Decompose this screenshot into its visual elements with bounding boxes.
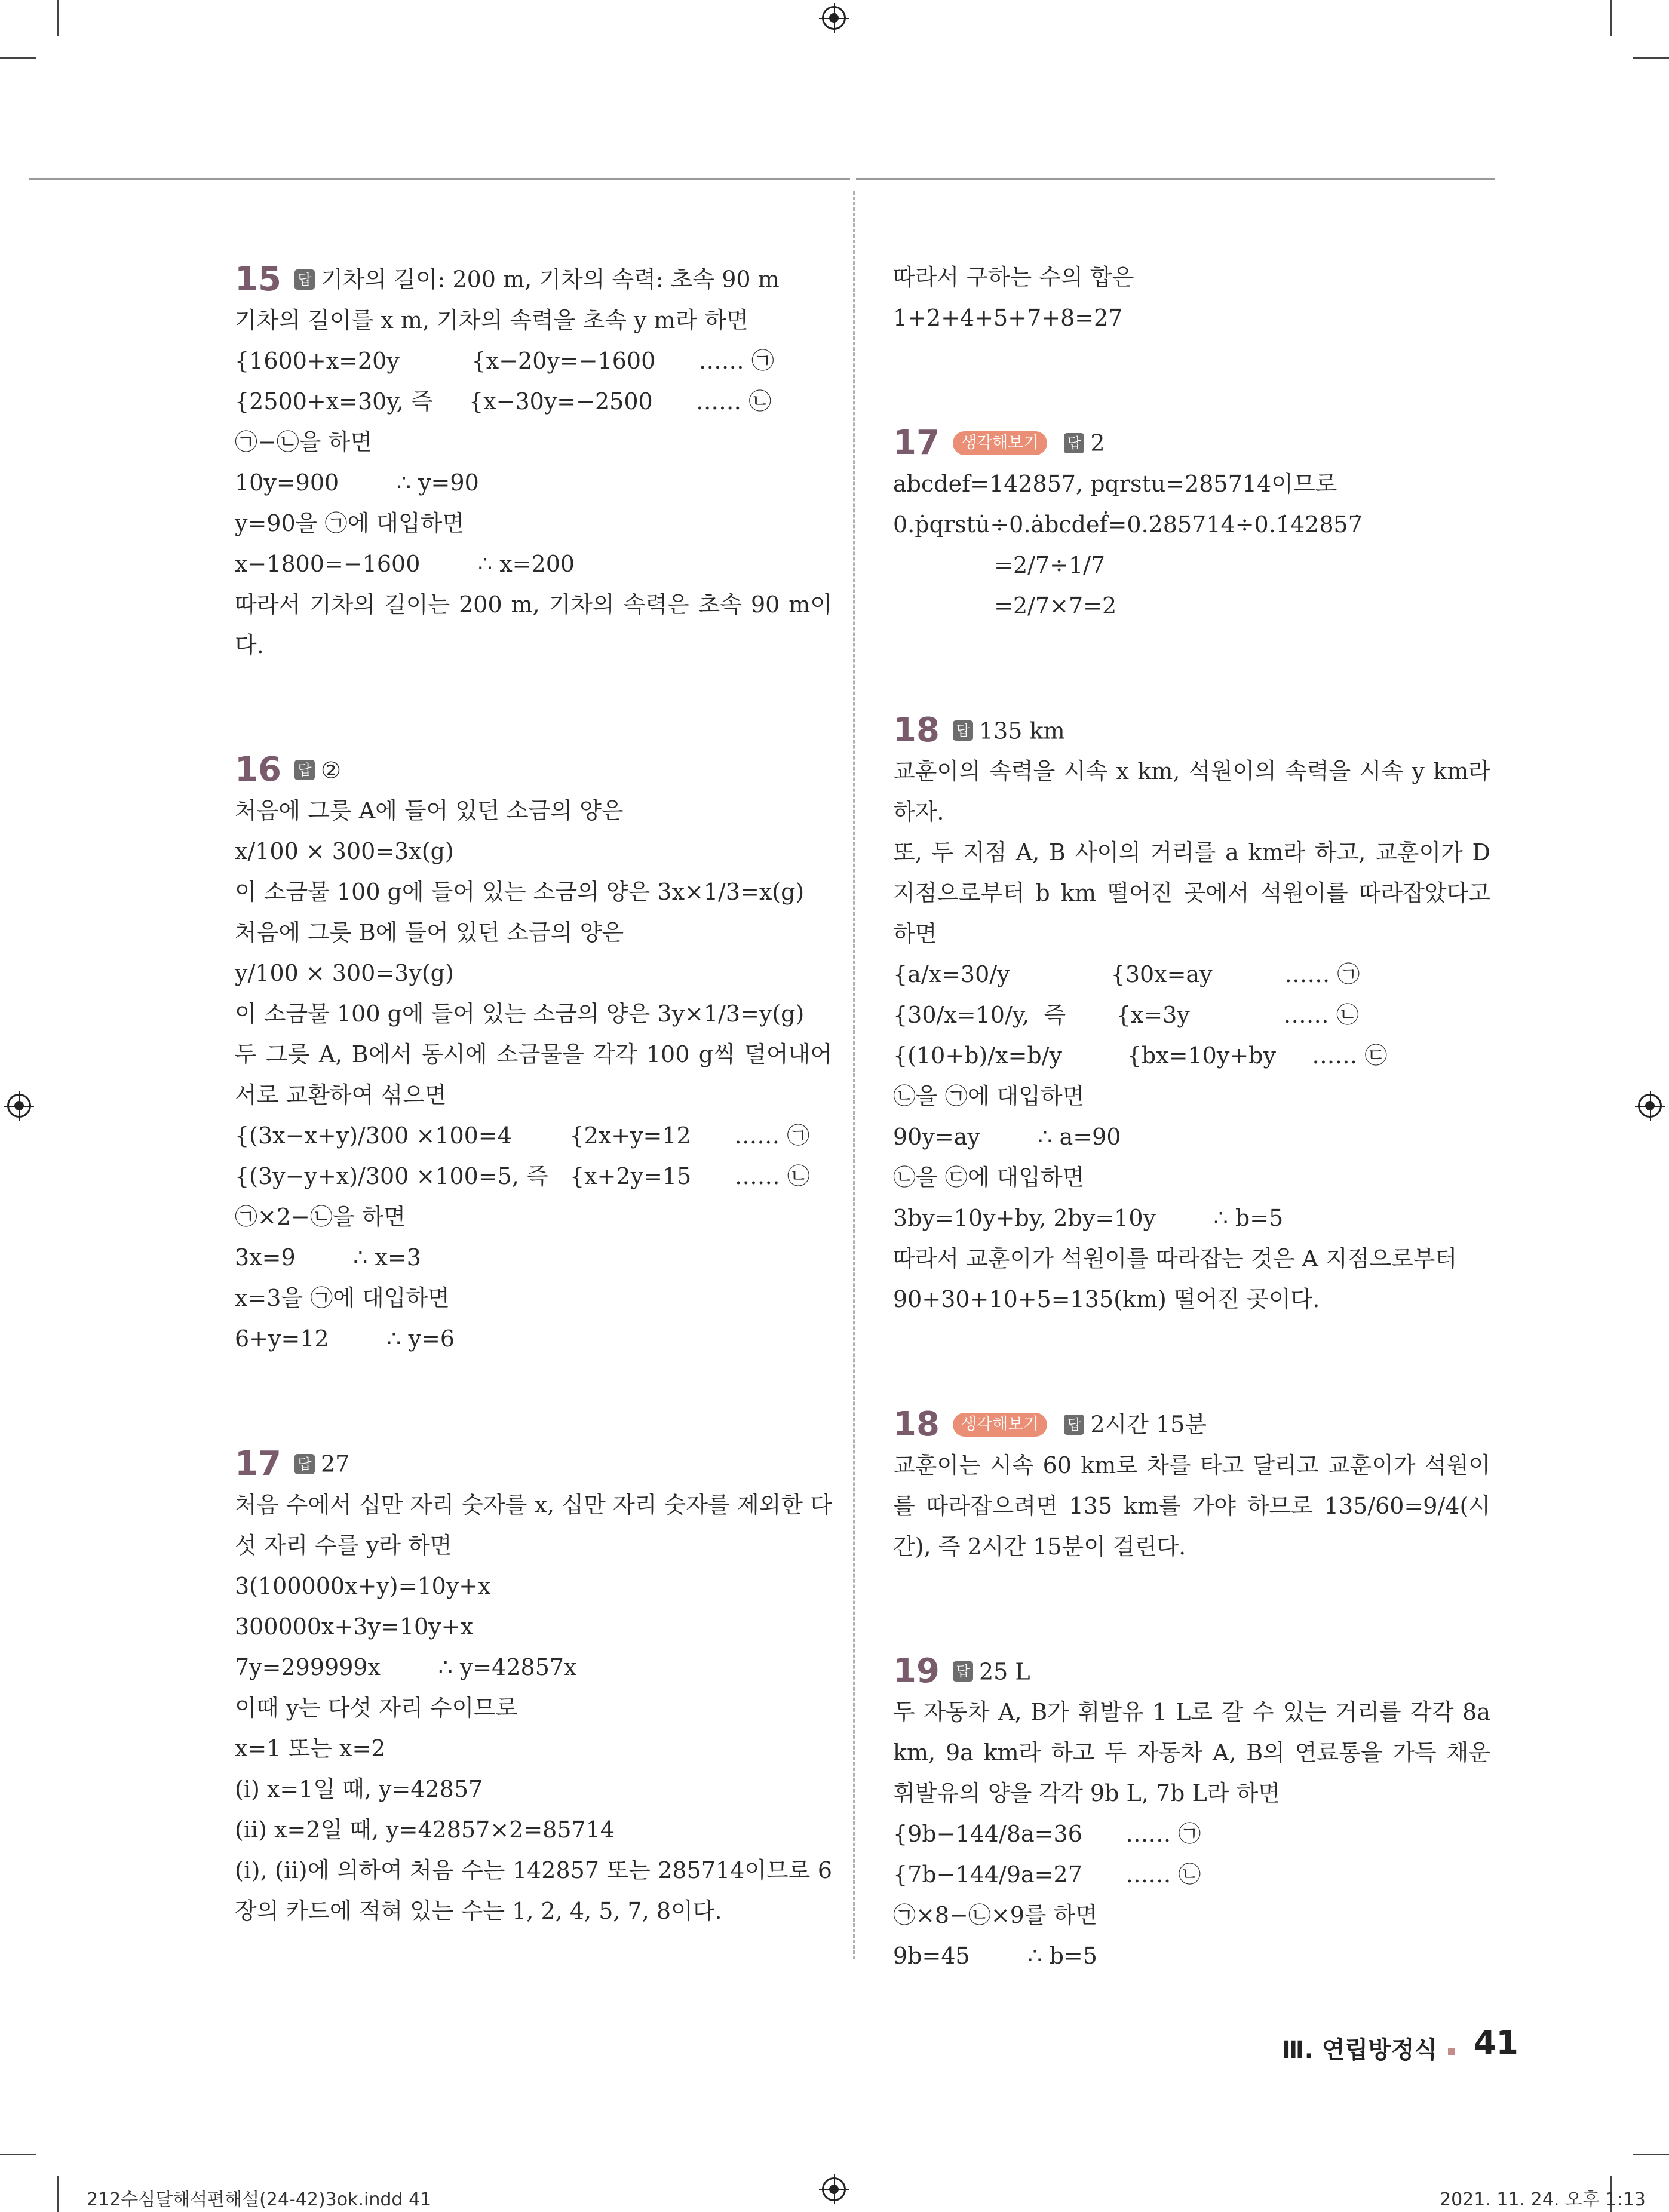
solution-line: 90+30+10+5=135(km) 떨어진 곳이다. — [893, 1286, 1320, 1312]
solution-line: 또, 두 지점 A, B 사이의 거리를 a km라 하고, 교훈이가 D 지점으로부터 b km 떨어진 곳에서 석원이를 따라잡았다고 하면 — [893, 839, 1490, 947]
solution-line: ㉡을 ㉢에 대입하면 — [893, 1164, 1085, 1191]
solution-line: {a/x=30/y {30x=ay …… ㉠ — [893, 961, 1360, 987]
solution-line: {(3y−y+x)/300 ×100=5, 즉 {x+2y=15 …… ㉡ — [235, 1163, 810, 1189]
think-tag-badge: 생각해보기 — [953, 431, 1047, 455]
solution-line: 따라서 교훈이가 석원이를 따라잡는 것은 A 지점으로부터 — [893, 1245, 1458, 1272]
crop-mark — [1633, 57, 1669, 59]
solution-line: {(10+b)/x=b/y {bx=10y+by …… ㉢ — [893, 1042, 1388, 1069]
solution-line: 두 자동차 A, B가 휘발유 1 L로 갈 수 있는 거리를 각각 8a km, 9a km라 하고 두 자동차 A, B의 연료통을 가득 채운 휘발유의 양을 각각 9b L, 7b L라 하면 — [893, 1699, 1490, 1806]
solution-line: ㉠×2−㉡을 하면 — [235, 1204, 406, 1230]
solution-line: 이 소금물 100 g에 들어 있는 소금의 양은 3y×1/3=y(g) — [235, 1001, 805, 1027]
chapter-label — [1282, 2031, 1466, 2065]
solution-line: y=90을 ㉠에 대입하면 — [235, 510, 465, 536]
crop-mark — [0, 57, 36, 59]
solution-line: 10y=900 ∴ y=90 — [235, 469, 479, 496]
solution-line: 3by=10y+by, 2by=10y ∴ b=5 — [893, 1205, 1284, 1231]
solution-line: 이 소금물 100 g에 들어 있는 소금의 양은 3x×1/3=x(g) — [235, 879, 805, 905]
header-rule — [856, 178, 1495, 183]
solution-line: 처음에 그릇 A에 들어 있던 소금의 양은 — [235, 797, 624, 824]
answer-badge-icon: 답 — [953, 720, 973, 741]
solution-section — [893, 1402, 1490, 1567]
solution-line: 따라서 구하는 수의 합은 — [893, 264, 1134, 290]
solution-line: 교훈이의 속력을 시속 x km, 석원이의 속력을 시속 y km라 하자. — [893, 758, 1490, 825]
solution-section — [893, 257, 1490, 338]
answer-text: 2시간 15분 — [1090, 1411, 1207, 1438]
solution-line: (ⅱ) x=2일 때, y=42857×2=85714 — [235, 1816, 615, 1843]
solution-line: 9b=45 ∴ b=5 — [893, 1943, 1097, 1969]
problem-number: 17 — [893, 423, 940, 462]
right-column — [893, 257, 1490, 2058]
footer-date: 2021. 11. 24. 오후 1:13 — [1440, 2189, 1646, 2210]
solution-line: =2/7÷1/7 — [893, 551, 1106, 578]
crop-mark — [1633, 2154, 1669, 2155]
solution-line: (ⅰ) x=1일 때, y=42857 — [235, 1775, 483, 1802]
solution-line: ㉠−㉡을 하면 — [235, 428, 373, 455]
answer-badge-icon: 답 — [294, 269, 315, 290]
crop-mark — [57, 0, 59, 36]
solution-heading — [893, 708, 1490, 751]
bullet-square-icon — [1448, 2048, 1455, 2055]
solution-heading — [893, 421, 1490, 464]
solution-heading — [893, 1649, 1490, 1692]
solution-line: 0.ṗqrstu̇÷0.ȧbcdeḟ=0.2̇85714̇÷0.1̇42857̇ — [893, 511, 1363, 538]
header-rule — [29, 178, 850, 183]
solution-line: 3x=9 ∴ x=3 — [235, 1244, 421, 1271]
solution-line: ㉡을 ㉠에 대입하면 — [893, 1083, 1085, 1109]
answer-badge-icon: 답 — [1064, 433, 1084, 453]
solution-line: 1+2+4+5+7+8=27 — [893, 305, 1123, 331]
answer-text: 기차의 길이: 200 m, 기차의 속력: 초속 90 m — [320, 266, 780, 293]
solution-section — [235, 257, 832, 665]
solution-line: 두 그릇 A, B에서 동시에 소금물을 각각 100 g씩 덜어내어 서로 교환하여 섞으면 — [235, 1041, 832, 1108]
solution-line: 300000x+3y=10y+x — [235, 1613, 473, 1640]
solution-line: {7b−144/9a=27 …… ㉡ — [893, 1861, 1201, 1888]
think-tag-badge: 생각해보기 — [953, 1413, 1047, 1437]
solution-line: {30/x=10/y, 즉 {x=3y …… ㉡ — [893, 1002, 1359, 1028]
footer-file-name: 212수심달해석편해설(24-42)3ok.indd 41 — [87, 2189, 432, 2210]
solution-line: 기차의 길이를 x m, 기차의 속력을 초속 y m라 하면 — [235, 306, 748, 333]
page-number: 41 — [1473, 2024, 1518, 2061]
problem-number: 19 — [893, 1652, 940, 1691]
solution-section — [893, 708, 1490, 1320]
registration-mark-icon — [822, 2177, 846, 2201]
answer-text: ② — [320, 757, 342, 783]
answer-text: 135 km — [978, 717, 1065, 744]
left-column — [235, 257, 832, 2014]
solution-line: abcdef=142857, pqrstu=285714이므로 — [893, 470, 1337, 497]
crop-mark — [57, 2176, 59, 2212]
crop-mark — [1610, 0, 1612, 36]
solution-line: ㉠×8−㉡×9를 하면 — [893, 1902, 1098, 1928]
problem-number: 15 — [235, 259, 281, 299]
solution-line: x=3을 ㉠에 대입하면 — [235, 1285, 450, 1311]
problem-number: 18 — [893, 711, 940, 750]
registration-mark-icon — [7, 1094, 31, 1118]
solution-line: {2500+x=30y, 즉 {x−30y=−2500 …… ㉡ — [235, 388, 772, 415]
solution-line: {9b−144/8a=36 …… ㉠ — [893, 1821, 1201, 1847]
crop-mark — [0, 2154, 36, 2155]
solution-line: 90y=ay ∴ a=90 — [893, 1124, 1121, 1150]
solution-line: (ⅰ), (ⅱ)에 의하여 처음 수는 142857 또는 285714이므로 6장의 카드에 적혀 있는 수는 1, 2, 4, 5, 7, 8이다. — [235, 1857, 832, 1924]
solution-line: 6+y=12 ∴ y=6 — [235, 1326, 455, 1352]
solution-line: {1600+x=20y {x−20y=−1600 …… ㉠ — [235, 347, 774, 374]
solution-line: 이때 y는 다섯 자리 수이므로 — [235, 1694, 518, 1721]
solution-heading — [235, 257, 832, 300]
solution-section — [893, 1649, 1490, 1977]
answer-text: 25 L — [978, 1658, 1030, 1685]
solution-heading — [235, 748, 832, 791]
solution-line: 7y=299999x ∴ y=42857x — [235, 1653, 577, 1680]
solution-line: 처음에 그릇 B에 들어 있던 소금의 양은 — [235, 919, 624, 946]
solution-section — [893, 421, 1490, 626]
problem-number: 18 — [893, 1404, 940, 1444]
answer-badge-icon: 답 — [1064, 1415, 1084, 1435]
solution-line: 3(100000x+y)=10y+x — [235, 1572, 491, 1599]
solution-line: x=1 또는 x=2 — [235, 1735, 386, 1762]
solution-line: x−1800=−1600 ∴ x=200 — [235, 550, 575, 577]
solution-line: =2/7×7=2 — [893, 592, 1117, 619]
registration-mark-icon — [1638, 1094, 1662, 1118]
solution-heading — [235, 1441, 832, 1484]
problem-number: 16 — [235, 750, 281, 789]
answer-badge-icon: 답 — [953, 1661, 973, 1682]
registration-mark-icon — [822, 6, 846, 30]
solution-line: 교훈이는 시속 60 km로 차를 타고 달리고 교훈이가 석원이를 따라잡으려면 135 km를 가야 하므로 135/60=9/4(시간), 즉 2시간 15분이 걸린다. — [893, 1452, 1490, 1560]
solution-section — [235, 1441, 832, 1931]
column-divider — [853, 191, 855, 1959]
chapter-title: Ⅲ. 연립방정식 — [1281, 2036, 1437, 2064]
answer-badge-icon: 답 — [294, 760, 315, 780]
solution-section — [235, 748, 832, 1360]
answer-text: 2 — [1090, 429, 1105, 456]
solution-line: {(3x−x+y)/300 ×100=4 {2x+y=12 …… ㉠ — [235, 1122, 810, 1149]
solution-heading — [893, 1402, 1490, 1445]
solution-line: x/100 × 300=3x(g) — [235, 838, 454, 864]
answer-badge-icon: 답 — [294, 1454, 315, 1474]
problem-number: 17 — [235, 1444, 281, 1483]
solution-line: 처음 수에서 십만 자리 숫자를 x, 십만 자리 숫자를 제외한 다섯 자리 수를 y라 하면 — [235, 1491, 832, 1558]
solution-line: 따라서 기차의 길이는 200 m, 기차의 속력은 초속 90 m이다. — [235, 591, 832, 658]
solution-line: y/100 × 300=3y(g) — [235, 960, 454, 986]
answer-text: 27 — [320, 1450, 350, 1477]
